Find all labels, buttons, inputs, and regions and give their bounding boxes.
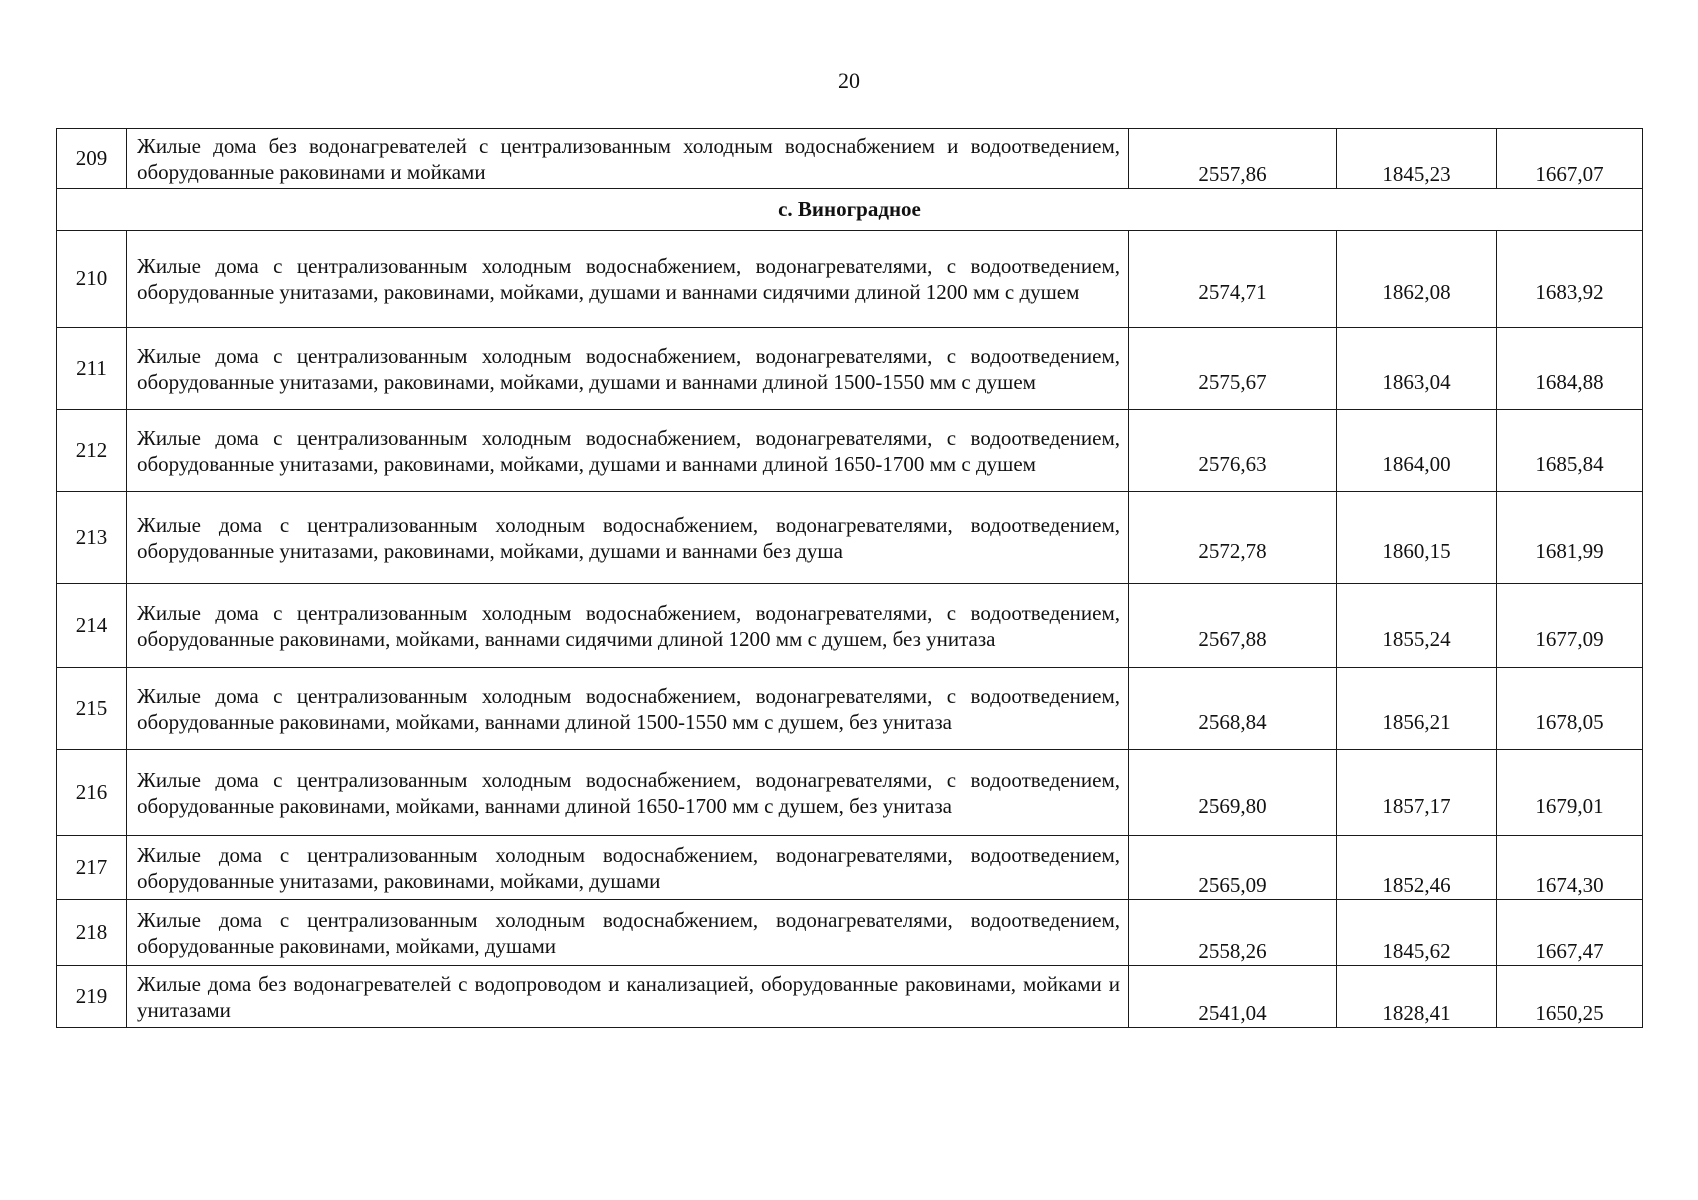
value-col-2: 1864,00 (1337, 410, 1497, 492)
table-row (57, 900, 1643, 966)
row-description: Жилые дома с централизованным холодным водоснабжением, водонагревателями, с водоотведением, оборудованные унитазами, раковинами, мойками, душами и ваннами длиной 1650-1700 мм с душем (127, 410, 1129, 492)
section-title: с. Виноградное (57, 189, 1643, 231)
table-row (57, 750, 1643, 836)
section-row (57, 189, 1643, 231)
row-description: Жилые дома с централизованным холодным водоснабжением, водонагревателями, водоотведением, оборудованные унитазами, раковинами, мойками, душами и ваннами без душа (127, 492, 1129, 584)
row-number: 219 (57, 966, 127, 1028)
value-col-3: 1677,09 (1497, 584, 1643, 668)
row-description: Жилые дома с централизованным холодным водоснабжением, водонагревателями, водоотведением, оборудованные раковинами, мойками, душами (127, 900, 1129, 966)
table-row (57, 129, 1643, 189)
table-row (57, 668, 1643, 750)
value-col-1: 2558,26 (1129, 900, 1337, 966)
row-number: 217 (57, 836, 127, 900)
row-number: 218 (57, 900, 127, 966)
value-col-3: 1667,07 (1497, 129, 1643, 189)
row-number: 215 (57, 668, 127, 750)
row-number: 209 (57, 129, 127, 189)
value-col-3: 1678,05 (1497, 668, 1643, 750)
value-col-1: 2574,71 (1129, 231, 1337, 328)
table-row (57, 492, 1643, 584)
tariff-table (56, 128, 1643, 1028)
value-col-1: 2572,78 (1129, 492, 1337, 584)
value-col-2: 1857,17 (1337, 750, 1497, 836)
row-number: 211 (57, 328, 127, 410)
value-col-1: 2541,04 (1129, 966, 1337, 1028)
value-col-3: 1684,88 (1497, 328, 1643, 410)
value-col-2: 1863,04 (1337, 328, 1497, 410)
value-col-1: 2576,63 (1129, 410, 1337, 492)
row-description: Жилые дома с централизованным холодным водоснабжением, водонагревателями, с водоотведением, оборудованные раковинами, мойками, ваннами длиной 1500-1550 мм с душем, без унитаза (127, 668, 1129, 750)
table-row (57, 966, 1643, 1028)
row-description: Жилые дома с централизованным холодным водоснабжением, водонагревателями, с водоотведением, оборудованные унитазами, раковинами, мойками, душами и ваннами сидячими длиной 1200 мм с душем (127, 231, 1129, 328)
value-col-2: 1845,23 (1337, 129, 1497, 189)
value-col-1: 2567,88 (1129, 584, 1337, 668)
table-row (57, 328, 1643, 410)
row-number: 210 (57, 231, 127, 328)
value-col-2: 1845,62 (1337, 900, 1497, 966)
row-number: 212 (57, 410, 127, 492)
value-col-1: 2568,84 (1129, 668, 1337, 750)
value-col-1: 2569,80 (1129, 750, 1337, 836)
value-col-1: 2575,67 (1129, 328, 1337, 410)
row-description: Жилые дома с централизованным холодным водоснабжением, водонагревателями, с водоотведением, оборудованные раковинами, мойками, ваннами сидячими длиной 1200 мм с душем, без унитаза (127, 584, 1129, 668)
row-description: Жилые дома без водонагревателей с водопроводом и канализацией, оборудованные раковинами, мойками и унитазами (127, 966, 1129, 1028)
row-description: Жилые дома без водонагревателей с централизованным холодным водоснабжением и водоотведением, оборудованные раковинами и мойками (127, 129, 1129, 189)
row-description: Жилые дома с централизованным холодным водоснабжением, водонагревателями, водоотведением, оборудованные унитазами, раковинами, мойками, душами (127, 836, 1129, 900)
row-number: 214 (57, 584, 127, 668)
table-row (57, 836, 1643, 900)
value-col-2: 1855,24 (1337, 584, 1497, 668)
value-col-3: 1683,92 (1497, 231, 1643, 328)
value-col-1: 2565,09 (1129, 836, 1337, 900)
page-number: 20 (838, 68, 860, 93)
table-row (57, 584, 1643, 668)
value-col-3: 1679,01 (1497, 750, 1643, 836)
value-col-3: 1674,30 (1497, 836, 1643, 900)
value-col-2: 1852,46 (1337, 836, 1497, 900)
value-col-1: 2557,86 (1129, 129, 1337, 189)
value-col-3: 1650,25 (1497, 966, 1643, 1028)
value-col-2: 1860,15 (1337, 492, 1497, 584)
table-row (57, 231, 1643, 328)
table-row (57, 410, 1643, 492)
value-col-2: 1856,21 (1337, 668, 1497, 750)
value-col-2: 1862,08 (1337, 231, 1497, 328)
row-description: Жилые дома с централизованным холодным водоснабжением, водонагревателями, с водоотведением, оборудованные унитазами, раковинами, мойками, душами и ваннами длиной 1500-1550 мм с душем (127, 328, 1129, 410)
row-number: 216 (57, 750, 127, 836)
value-col-3: 1685,84 (1497, 410, 1643, 492)
value-col-2: 1828,41 (1337, 966, 1497, 1028)
row-description: Жилые дома с централизованным холодным водоснабжением, водонагревателями, с водоотведением, оборудованные раковинами, мойками, ваннами длиной 1650-1700 мм с душем, без унитаза (127, 750, 1129, 836)
row-number: 213 (57, 492, 127, 584)
value-col-3: 1681,99 (1497, 492, 1643, 584)
value-col-3: 1667,47 (1497, 900, 1643, 966)
